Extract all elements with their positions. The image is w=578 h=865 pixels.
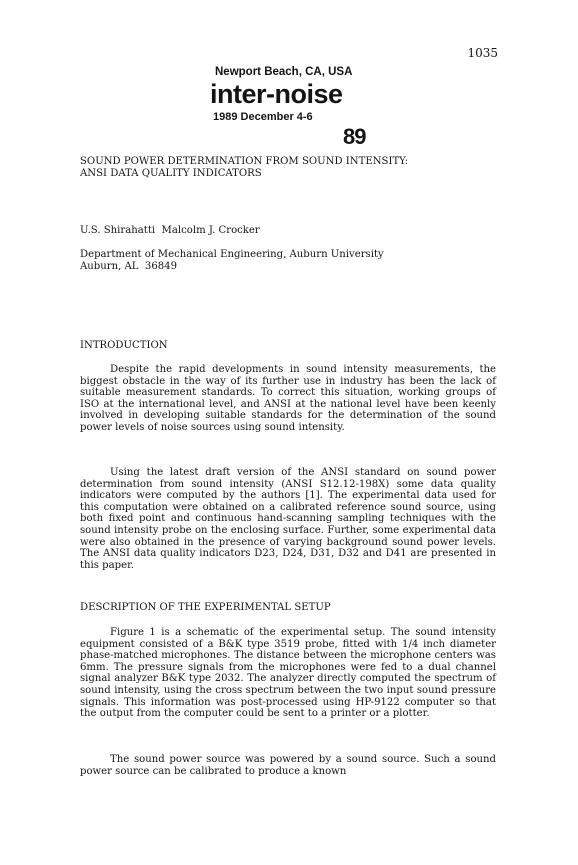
conference-date: 1989 December 4-6 [213, 111, 313, 123]
intro-paragraph: Despite the rapid developments in sound intensity measurements, the biggest obstacle in the way of its further use in industry has been the lack of suitable measurement standards. To correct this situation, working groups of ISO at the international level, and ANSI at the national level have been keenly involved in developing suitable standards for the determination of the sound power levels of noise sources using sound intensity. [80, 364, 496, 433]
intro-paragraph: Using the latest draft version of the ANSI standard on sound power determination from sound intensity (ANSI S12.12-198X) some data quality indicators were computed by the authors [1]. The experimental data used for this computation were obtained on a calibrated reference sound source, using both fixed point and continuous hand-scanning sampling techniques with the sound intensity probe on the enclosing surface. Further, some experimental data were also obtained in the presence of varying background sound power levels. The ANSI data quality indicators D23, D24, D31, D32 and D41 are presented in this paper. [80, 467, 496, 571]
setup-paragraph: Figure 1 is a schematic of the experimental setup. The sound intensity equipment consisted of a B&K type 3519 probe, fitted with 1/4 inch diameter phase-matched microphones. The distance between the microphone centers was 6mm. The pressure signals from the microphones were fed to a dual channel signal analyzer B&K type 2032. The analyzer directly computed the spectrum of sound intensity, using the cross spectrum between the two input sound pressure signals. This information was post-processed using HP-9122 computer so that the output from the computer could be sent to a printer or a plotter. [80, 627, 496, 720]
page-number: 1035 [467, 46, 498, 60]
paper-title [80, 156, 496, 179]
affiliation-line: Auburn, AL 36849 [80, 260, 178, 272]
conference-logo [210, 66, 373, 149]
affiliation-line: Department of Mechanical Engineering, Auburn University [80, 249, 384, 260]
author-names: U.S. Shirahatti Malcolm J. Crocker [80, 225, 260, 236]
setup-paragraph: The sound power source was powered by a sound source. Such a sound power source can be calibrated to produce a known [80, 754, 496, 777]
title-line: SOUND POWER DETERMINATION FROM SOUND INTENSITY: [80, 156, 408, 167]
conference-name: inter-noise [210, 79, 343, 109]
authors [80, 225, 496, 237]
conference-location: Newport Beach, CA, USA [215, 66, 353, 78]
title-line: ANSI DATA QUALITY INDICATORS [80, 167, 262, 179]
affiliation [80, 249, 496, 272]
conference-year: 89 [343, 124, 366, 149]
section-heading-setup: DESCRIPTION OF THE EXPERIMENTAL SETUP [80, 602, 331, 613]
section-heading-introduction: INTRODUCTION [80, 340, 168, 351]
